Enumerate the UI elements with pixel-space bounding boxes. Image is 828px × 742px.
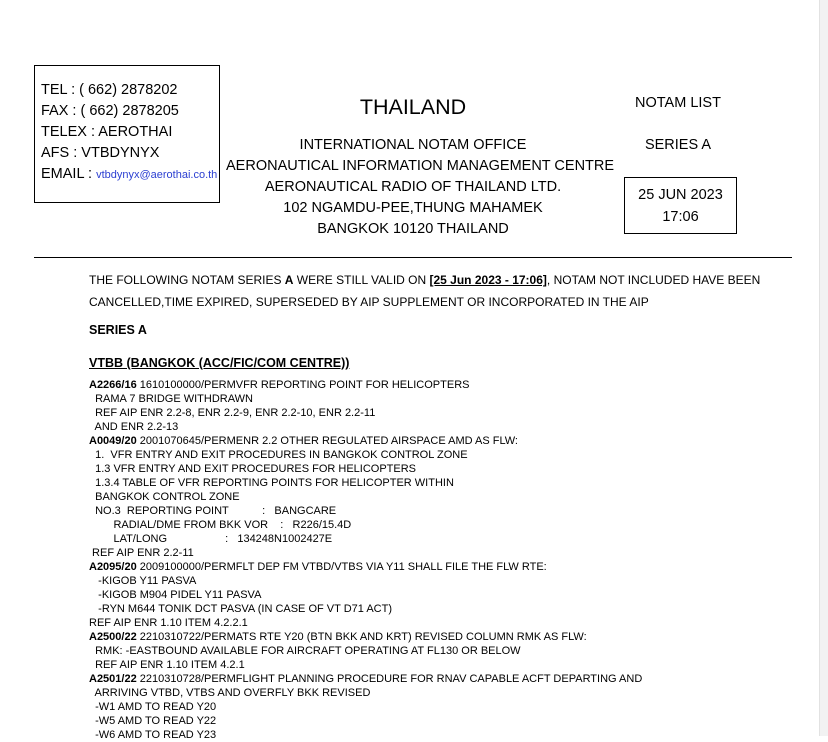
notam-line bbox=[89, 728, 789, 742]
notam-text: REF AIP ENR 1.10 ITEM 4.2.2.1 bbox=[89, 617, 248, 629]
email-line bbox=[41, 164, 219, 186]
date-box bbox=[624, 177, 737, 234]
notam-text: RADIAL/DME FROM BKK VOR : R226/15.4D bbox=[89, 519, 352, 531]
notam-line bbox=[89, 588, 789, 602]
notam-first-line bbox=[89, 672, 789, 686]
section-title: SERIES A bbox=[89, 323, 147, 337]
notam-text: 1.3.4 TABLE OF VFR REPORTING POINTS FOR HELICOPTER WITHIN bbox=[89, 477, 454, 489]
notam-text: AND ENR 2.2-13 bbox=[89, 421, 179, 433]
notam-entry bbox=[89, 672, 789, 742]
notam-line bbox=[89, 490, 789, 504]
notam-line bbox=[89, 602, 789, 616]
address-line: AERONAUTICAL INFORMATION MANAGEMENT CENTRE bbox=[226, 158, 615, 174]
intro-text: , NOTAM NOT INCLUDED HAVE BEEN bbox=[546, 273, 761, 287]
notam-text: -KIGOB M904 PIDEL Y11 PASVA bbox=[89, 589, 262, 601]
notam-line bbox=[89, 686, 789, 700]
address-line: INTERNATIONAL NOTAM OFFICE bbox=[299, 137, 527, 153]
notam-entry bbox=[89, 434, 789, 560]
office-address bbox=[226, 135, 615, 240]
notam-id: A2500/22 bbox=[89, 631, 137, 643]
notam-line bbox=[89, 532, 789, 546]
time-value: 17:06 bbox=[662, 209, 699, 225]
address-line: 102 NGAMDU-PEE,THUNG MAHAMEK bbox=[283, 200, 543, 216]
notam-id: A0049/20 bbox=[89, 435, 137, 447]
afs-line: AFS : VTBDYNYX bbox=[41, 145, 160, 161]
notam-line bbox=[89, 504, 789, 518]
notam-text: 2210310722/PERMATS RTE Y20 (BTN BKK AND KRT) REVISED COLUMN RMK AS FLW: bbox=[136, 631, 587, 643]
notam-line bbox=[89, 546, 789, 560]
notam-line bbox=[89, 658, 789, 672]
location-title: VTBB (BANGKOK (ACC/FIC/COM CENTRE)) bbox=[89, 356, 350, 370]
notam-line bbox=[89, 406, 789, 420]
notam-text: RAMA 7 BRIDGE WITHDRAWN bbox=[89, 393, 253, 405]
notam-line bbox=[89, 448, 789, 462]
notam-text: 1610100000/PERMVFR REPORTING POINT FOR HELICOPTERS bbox=[136, 379, 470, 391]
notam-line bbox=[89, 644, 789, 658]
address-line: AERONAUTICAL RADIO OF THAILAND LTD. bbox=[264, 179, 562, 195]
notam-text: -KIGOB Y11 PASVA bbox=[89, 575, 197, 587]
email-link[interactable]: vtbdynyx@aerothai.co.th bbox=[96, 169, 218, 181]
notam-list bbox=[89, 378, 789, 742]
notam-line bbox=[89, 392, 789, 406]
notam-entry bbox=[89, 560, 789, 630]
notam-line bbox=[89, 462, 789, 476]
notam-line bbox=[89, 476, 789, 490]
intro-line-2: CANCELLED,TIME EXPIRED, SUPERSEDED BY AIP SUPPLEMENT OR INCORPORATED IN THE AIP bbox=[89, 295, 649, 309]
notam-id: A2095/20 bbox=[89, 561, 137, 573]
page-edge-scrollbar bbox=[819, 0, 828, 736]
divider bbox=[34, 257, 792, 258]
tel-line: TEL : ( 662) 2878202 bbox=[41, 82, 178, 98]
notam-line bbox=[89, 420, 789, 434]
notam-text: NO.3 REPORTING POINT : BANGCARE bbox=[89, 505, 337, 517]
notam-list-label: NOTAM LIST bbox=[635, 95, 721, 111]
notam-text: REF AIP ENR 2.2-11 bbox=[89, 547, 194, 559]
date-value: 25 JUN 2023 bbox=[638, 187, 723, 203]
notam-text: -W5 AMD TO READ Y22 bbox=[89, 715, 217, 727]
notam-line bbox=[89, 518, 789, 532]
notam-text: REF AIP ENR 1.10 ITEM 4.2.1 bbox=[89, 659, 245, 671]
notam-text: LAT/LONG : 134248N1002427E bbox=[89, 533, 333, 545]
notam-id: A2501/22 bbox=[89, 673, 137, 685]
notam-text: 1. VFR ENTRY AND EXIT PROCEDURES IN BANGKOK CONTROL ZONE bbox=[89, 449, 468, 461]
fax-line: FAX : ( 662) 2878205 bbox=[41, 103, 179, 119]
intro-series-letter: A bbox=[284, 273, 294, 287]
notam-text: -W1 AMD TO READ Y20 bbox=[89, 701, 217, 713]
notam-text: RMK: -EASTBOUND AVAILABLE FOR AIRCRAFT OPERATING AT FL130 OR BELOW bbox=[89, 645, 521, 657]
notam-text: 2001070645/PERMENR 2.2 OTHER REGULATED AIRSPACE AMD AS FLW: bbox=[136, 435, 518, 447]
notam-line bbox=[89, 714, 789, 728]
notam-text: BANGKOK CONTROL ZONE bbox=[89, 491, 240, 503]
notam-text: ARRIVING VTBD, VTBS AND OVERFLY BKK REVISED bbox=[89, 687, 371, 699]
notam-id: A2266/16 bbox=[89, 379, 137, 391]
notam-text: 2009100000/PERMFLT DEP FM VTBD/VTBS VIA Y11 SHALL FILE THE FLW RTE: bbox=[136, 561, 547, 573]
notam-line bbox=[89, 700, 789, 714]
series-label: SERIES A bbox=[644, 137, 712, 153]
intro-text: THE FOLLOWING NOTAM SERIES bbox=[89, 273, 285, 287]
notam-first-line bbox=[89, 560, 789, 574]
notam-text: REF AIP ENR 2.2-8, ENR 2.2-9, ENR 2.2-10, ENR 2.2-11 bbox=[89, 407, 376, 419]
intro-text: WERE STILL VALID ON bbox=[293, 273, 430, 287]
notam-line bbox=[89, 574, 789, 588]
intro-valid-date: [25 Jun 2023 - 17:06] bbox=[429, 273, 547, 287]
notam-entry bbox=[89, 378, 789, 434]
notam-text: -RYN M644 TONIK DCT PASVA (IN CASE OF VT D71 ACT) bbox=[89, 603, 392, 615]
country-title: THAILAND bbox=[359, 95, 467, 119]
email-label: EMAIL : bbox=[41, 166, 97, 182]
notam-first-line bbox=[89, 434, 789, 448]
intro-paragraph bbox=[89, 269, 779, 313]
notam-text: -W6 AMD TO READ Y23 bbox=[89, 729, 217, 741]
notam-entry bbox=[89, 630, 789, 672]
notam-text: 1.3 VFR ENTRY AND EXIT PROCEDURES FOR HELICOPTERS bbox=[89, 463, 417, 475]
notam-text: 2210310728/PERMFLIGHT PLANNING PROCEDURE FOR RNAV CAPABLE ACFT DEPARTING AND bbox=[136, 673, 643, 685]
notam-first-line bbox=[89, 630, 789, 644]
contact-box bbox=[34, 65, 220, 203]
notam-line bbox=[89, 616, 789, 630]
notam-first-line bbox=[89, 378, 789, 392]
telex-line: TELEX : AEROTHAI bbox=[41, 124, 173, 140]
address-line: BANGKOK 10120 THAILAND bbox=[317, 221, 509, 237]
